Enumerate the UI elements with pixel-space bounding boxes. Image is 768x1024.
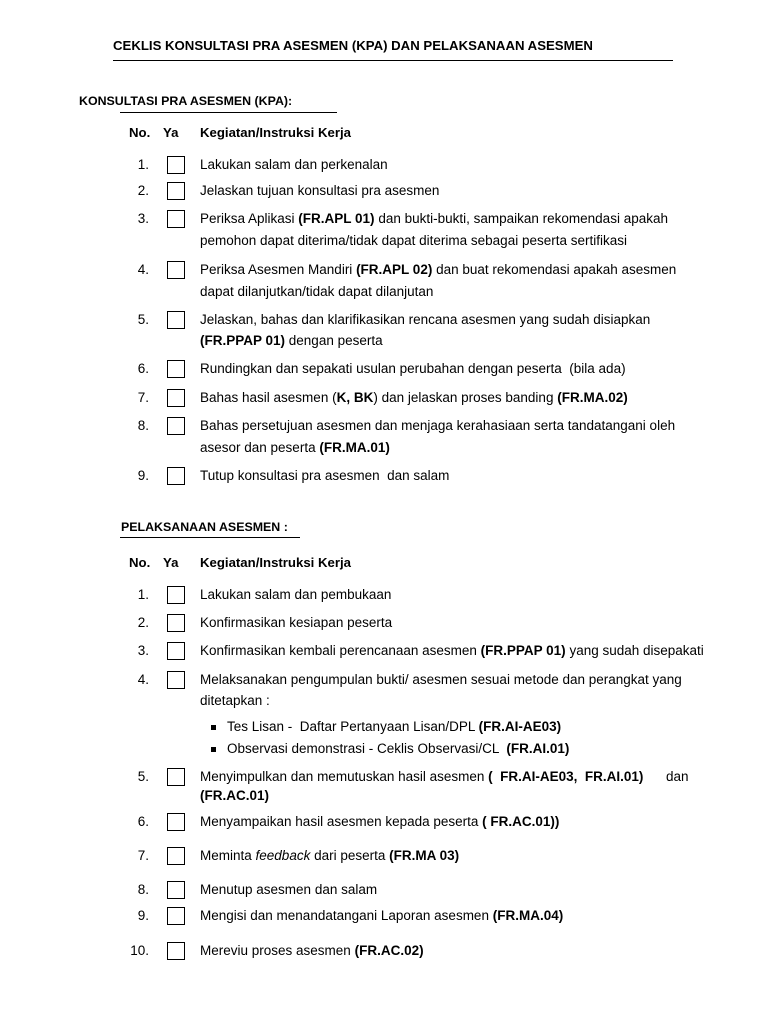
item-text-continued (200, 440, 390, 456)
document-title: CEKLIS KONSULTASI PRA ASESMEN (KPA) DAN PELAKSANAAN ASESMEN (113, 38, 593, 53)
item-text-segment: Lakukan salam dan pembukaan (200, 587, 392, 602)
ya-checkbox[interactable] (167, 156, 185, 174)
item-text-segment: asesor dan peserta (200, 440, 320, 455)
form-reference: (FR.MA.04) (492, 908, 564, 923)
column-header-ya: Ya (163, 555, 179, 570)
item-text-segment: Melaksanakan pengumpulan bukti/ asesmen sesuai metode dan perangkat yang (200, 672, 682, 687)
form-reference: (FR.MA 03) (389, 848, 460, 863)
item-text-segment: Konfirmasikan kesiapan peserta (200, 615, 393, 630)
item-text-segment: Mengisi dan menandatangani Laporan asesmen (200, 908, 493, 923)
item-text-segment: Jelaskan, bahas dan klarifikasikan rencana asesmen yang sudah disiapkan (200, 312, 651, 327)
column-header-ya: Ya (163, 125, 179, 140)
item-number: 1. (137, 587, 149, 602)
form-reference: (FR.MA.02) (557, 390, 628, 405)
form-reference: (FR.AC.02) (354, 943, 424, 958)
section-heading-kpa: KONSULTASI PRA ASESMEN (KPA): (79, 94, 293, 108)
item-text (200, 390, 628, 406)
item-text-segment: dengan peserta (285, 333, 383, 348)
item-text (200, 615, 392, 631)
item-text-segment: dan buat rekomendasi apakah asesmen (432, 262, 677, 277)
item-text (200, 587, 391, 603)
form-reference: (FR.AC.01) (200, 788, 270, 803)
ya-checkbox[interactable] (167, 614, 185, 632)
section-heading-underline (120, 112, 337, 113)
item-text-italic: feedback (255, 848, 311, 863)
item-text-segment: pemohon dapat diterima/tidak dapat diterima sebagai peserta sertifikasi (200, 233, 627, 248)
ya-checkbox[interactable] (167, 417, 185, 435)
item-text-segment: Mereviu proses asesmen (200, 943, 355, 958)
item-text (200, 643, 704, 659)
item-number: 7. (137, 848, 149, 863)
item-text (200, 882, 377, 898)
ya-checkbox[interactable] (167, 360, 185, 378)
form-reference: (FR.APL 02) (356, 262, 433, 277)
ya-checkbox[interactable] (167, 311, 185, 329)
ya-checkbox[interactable] (167, 907, 185, 925)
column-header-no: No. (129, 555, 151, 570)
item-text-segment: Periksa Aplikasi (200, 211, 299, 226)
section-heading-underline (120, 537, 300, 538)
item-text-continued (200, 233, 627, 249)
ya-checkbox[interactable] (167, 942, 185, 960)
item-number: 3. (137, 211, 149, 226)
column-header-activity: Kegiatan/Instruksi Kerja (200, 125, 351, 140)
item-text-segment: Periksa Asesmen Mandiri (200, 262, 357, 277)
bullet-icon (211, 747, 216, 752)
form-reference: (FR.PPAP 01) (200, 333, 286, 348)
item-number: 5. (137, 312, 149, 327)
item-number: 5. (137, 769, 149, 784)
item-number: 2. (137, 615, 149, 630)
form-reference: (FR.PPAP 01) (480, 643, 566, 658)
item-text-segment: dari peserta (310, 848, 390, 863)
ya-checkbox[interactable] (167, 768, 185, 786)
item-text (200, 418, 675, 434)
item-text-segment: yang sudah disepakati (565, 643, 704, 658)
item-number: 2. (137, 183, 149, 198)
item-number: 4. (137, 672, 149, 687)
item-text (200, 908, 563, 924)
item-text (200, 183, 439, 199)
item-text-segment: Tutup konsultasi pra asesmen dan salam (200, 468, 450, 483)
ya-checkbox[interactable] (167, 847, 185, 865)
item-text-continued (200, 284, 433, 300)
item-number: 10. (130, 943, 149, 958)
title-underline (113, 60, 673, 61)
item-text (200, 262, 676, 278)
ya-checkbox[interactable] (167, 813, 185, 831)
item-text-segment: dan bukti-bukti, sampaikan rekomendasi apakah (374, 211, 668, 226)
item-number: 6. (137, 361, 149, 376)
form-reference: (FR.AI-AE03) (478, 719, 562, 734)
ya-checkbox[interactable] (167, 182, 185, 200)
item-text-segment: ditetapkan : (200, 693, 270, 708)
section-heading-pelaksanaan: PELAKSANAAN ASESMEN : (121, 520, 288, 534)
ya-checkbox[interactable] (167, 210, 185, 228)
item-text-continued (200, 693, 270, 709)
item-text-segment: Menyampaikan hasil asesmen kepada peserta (200, 814, 483, 829)
item-text (200, 943, 424, 959)
column-header-activity: Kegiatan/Instruksi Kerja (200, 555, 351, 570)
item-text (200, 468, 449, 484)
bullet-item (227, 741, 569, 757)
item-number: 9. (137, 468, 149, 483)
item-text-segment: dapat dilanjutkan/tidak dapat dilanjutan (200, 284, 434, 299)
ya-checkbox[interactable] (167, 389, 185, 407)
result-codes: K, BK (336, 390, 374, 405)
item-text-segment: Meminta (200, 848, 256, 863)
form-reference: ( FR.AC.01)) (482, 814, 560, 829)
item-text (200, 848, 459, 864)
item-text-segment: dan (666, 769, 689, 784)
ya-checkbox[interactable] (167, 671, 185, 689)
item-text-segment: Lakukan salam dan perkenalan (200, 157, 388, 172)
ya-checkbox[interactable] (167, 467, 185, 485)
item-text-segment: Jelaskan tujuan konsultasi pra asesmen (200, 183, 440, 198)
bullet-text: Observasi demonstrasi - Ceklis Observasi/CL (227, 741, 507, 756)
item-text-segment: ) dan jelaskan proses banding (373, 390, 558, 405)
ya-checkbox[interactable] (167, 642, 185, 660)
item-text (200, 672, 682, 688)
column-header-no: No. (129, 125, 151, 140)
item-number: 1. (137, 157, 149, 172)
item-number: 9. (137, 908, 149, 923)
form-reference: (FR.APL 01) (298, 211, 375, 226)
ya-checkbox[interactable] (167, 586, 185, 604)
item-text (200, 814, 559, 830)
item-text-segment: Bahas persetujuan asesmen dan menjaga kerahasiaan serta tandatangani oleh (200, 418, 676, 433)
bullet-item (227, 719, 561, 735)
item-text (200, 361, 626, 377)
item-number: 6. (137, 814, 149, 829)
ya-checkbox[interactable] (167, 881, 185, 899)
item-number: 8. (137, 882, 149, 897)
item-text-segment: Bahas hasil asesmen ( (200, 390, 337, 405)
bullet-text: Tes Lisan - Daftar Pertanyaan Lisan/DPL (227, 719, 479, 734)
form-reference: ( FR.AI-AE03, FR.AI.01) (488, 769, 644, 784)
item-number: 8. (137, 418, 149, 433)
item-text-segment: Menutup asesmen dan salam (200, 882, 378, 897)
item-text-continued (200, 788, 269, 804)
item-text (200, 211, 668, 227)
item-text (200, 769, 643, 785)
item-number: 4. (137, 262, 149, 277)
form-reference: (FR.AI.01) (506, 741, 570, 756)
item-number: 3. (137, 643, 149, 658)
item-text (200, 157, 388, 173)
item-text-segment: Menyimpulkan dan memutuskan hasil asesmen (200, 769, 489, 784)
bullet-icon (211, 725, 216, 730)
item-text-continued (200, 333, 383, 349)
form-reference: (FR.MA.01) (319, 440, 390, 455)
item-number: 7. (137, 390, 149, 405)
item-text (200, 312, 650, 328)
item-text-segment: Konfirmasikan kembali perencanaan asesmen (200, 643, 481, 658)
item-text-segment: Rundingkan dan sepakati usulan perubahan dengan peserta (bila ada) (200, 361, 626, 376)
ya-checkbox[interactable] (167, 261, 185, 279)
